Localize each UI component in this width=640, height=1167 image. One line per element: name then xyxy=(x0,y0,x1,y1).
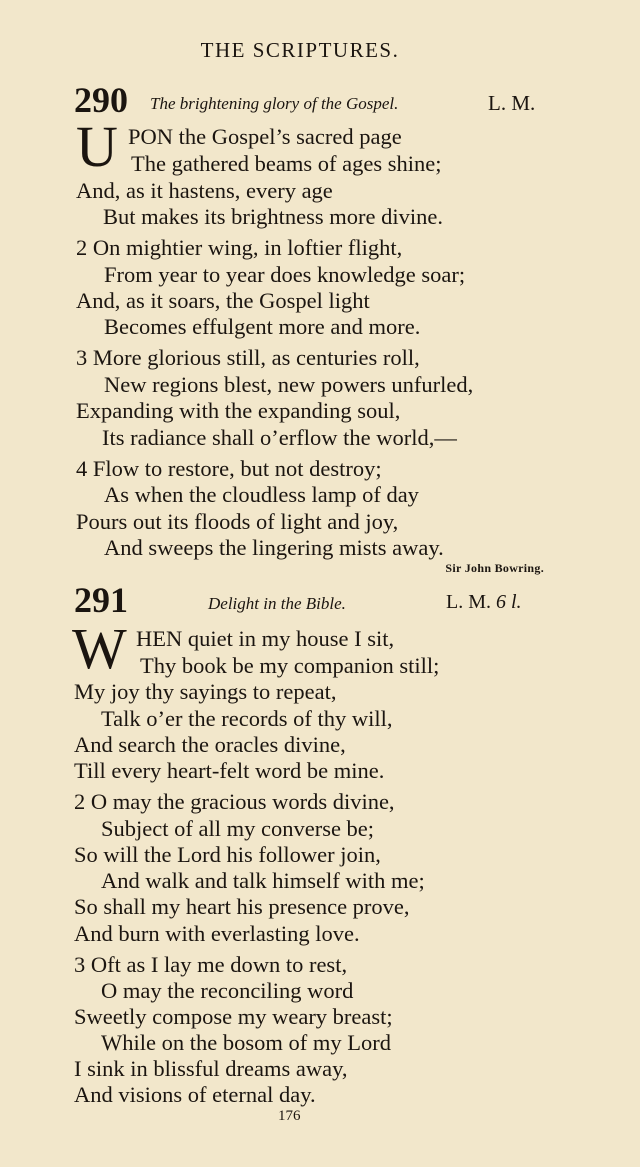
hymn-line: Till every heart-felt word be mine. xyxy=(74,758,385,783)
running-head: THE SCRIPTURES. xyxy=(200,38,400,62)
hymn-number: 290 xyxy=(74,80,128,120)
hymn-line: Pours out its floods of light and joy, xyxy=(76,509,399,534)
hymn-line: HEN quiet in my house I sit, xyxy=(136,626,395,651)
hymn-line: Becomes effulgent more and more. xyxy=(104,314,421,339)
hymn-line: Subject of all my converse be; xyxy=(101,816,375,841)
hymn-title: The brightening glory of the Gospel. xyxy=(150,94,399,113)
hymn-line: Its radiance shall o’erflow the world,— xyxy=(102,425,457,450)
hymn-line: And search the oracles divine, xyxy=(74,732,346,757)
hymn-meter-lines: 6 l. xyxy=(496,591,522,613)
hymn-line: Thy book be my companion still; xyxy=(140,653,440,678)
hymn-line: 3 More glorious still, as centuries roll, xyxy=(76,345,420,370)
hymn-line: So shall my heart his presence prove, xyxy=(74,894,410,919)
hymn-line: And, as it soars, the Gospel light xyxy=(76,288,370,313)
hymn-meter-group xyxy=(446,591,522,614)
hymn-number: 291 xyxy=(74,580,128,620)
hymn-meter: L. M. xyxy=(446,591,491,613)
hymn-line: But makes its brightness more divine. xyxy=(103,204,443,229)
page-number: 176 xyxy=(278,1108,301,1124)
author-credit: Sir John Bowring. xyxy=(445,561,544,575)
hymn-line: And sweeps the lingering mists away. xyxy=(104,535,444,560)
hymn-290-header xyxy=(74,78,554,118)
hymn-line: My joy thy sayings to repeat, xyxy=(74,679,337,704)
hymn-line: And visions of eternal day. xyxy=(74,1082,316,1107)
hymn-line: O may the reconciling word xyxy=(101,978,354,1003)
hymn-line: New regions blest, new powers unfurled, xyxy=(104,372,474,397)
hymn-line: 2 On mightier wing, in loftier flight, xyxy=(76,235,403,260)
hymn-title: Delight in the Bible. xyxy=(208,594,346,613)
hymn-line: I sink in blissful dreams away, xyxy=(74,1056,348,1081)
drop-cap: U xyxy=(76,114,118,179)
hymn-line: And walk and talk himself with me; xyxy=(101,868,425,893)
hymn-line: 4 Flow to restore, but not destroy; xyxy=(76,456,382,481)
hymn-meter: L. M. xyxy=(488,91,536,115)
drop-cap: W xyxy=(72,616,127,681)
hymn-line: Talk o’er the records of thy will, xyxy=(101,706,393,731)
hymn-line: The gathered beams of ages shine; xyxy=(131,151,442,176)
hymn-line: 3 Oft as I lay me down to rest, xyxy=(74,952,348,977)
hymn-line: Expanding with the expanding soul, xyxy=(76,398,401,423)
hymn-line: From year to year does knowledge soar; xyxy=(104,262,466,287)
hymn-line: 2 O may the gracious words divine, xyxy=(74,789,395,814)
hymn-line: PON the Gospel’s sacred page xyxy=(128,124,402,149)
hymn-line: So will the Lord his follower join, xyxy=(74,842,381,867)
hymn-line: While on the bosom of my Lord xyxy=(101,1030,391,1055)
hymn-line: Sweetly compose my weary breast; xyxy=(74,1004,393,1029)
hymn-line: As when the cloudless lamp of day xyxy=(104,482,419,507)
hymn-291-header xyxy=(74,578,554,618)
hymn-line: And, as it hastens, every age xyxy=(76,178,333,203)
hymn-line: And burn with everlasting love. xyxy=(74,921,360,946)
